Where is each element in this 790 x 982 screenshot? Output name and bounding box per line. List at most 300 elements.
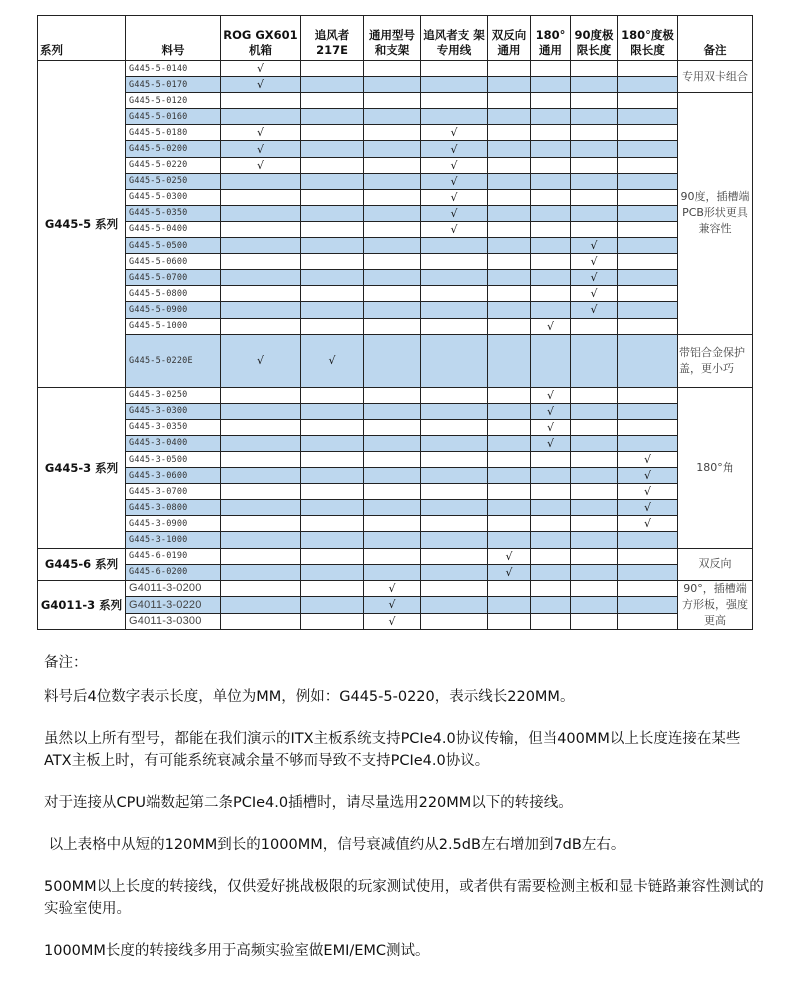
empty-cell bbox=[571, 580, 618, 597]
empty-cell bbox=[618, 318, 678, 334]
empty-cell bbox=[531, 109, 571, 125]
part-number: G445-5-0800 bbox=[126, 286, 221, 302]
empty-cell bbox=[421, 419, 488, 435]
check-mark: √ bbox=[488, 548, 531, 564]
table-row bbox=[38, 580, 753, 597]
note-paragraph: 对于连接从CPU端数起第二条PCIe4.0插槽时，请尽量选用220MM以下的转接线。 bbox=[44, 795, 573, 811]
empty-cell bbox=[221, 484, 301, 500]
empty-cell bbox=[421, 468, 488, 484]
empty-cell bbox=[301, 548, 364, 564]
empty-cell bbox=[364, 500, 421, 516]
table-row bbox=[38, 403, 753, 419]
empty-cell bbox=[531, 270, 571, 286]
empty-cell bbox=[364, 548, 421, 564]
empty-cell bbox=[488, 221, 531, 237]
empty-cell bbox=[571, 564, 618, 580]
empty-cell bbox=[618, 270, 678, 286]
column-header: 追风者 217E bbox=[301, 16, 364, 61]
empty-cell bbox=[301, 238, 364, 254]
part-number: G445-3-0250 bbox=[126, 387, 221, 403]
table-row bbox=[38, 451, 753, 467]
table-row bbox=[38, 254, 753, 270]
column-header: 90度极 限长度 bbox=[571, 16, 618, 61]
check-mark: √ bbox=[531, 403, 571, 419]
empty-cell bbox=[531, 597, 571, 614]
empty-cell bbox=[618, 403, 678, 419]
empty-cell bbox=[421, 270, 488, 286]
part-number: G445-3-0350 bbox=[126, 419, 221, 435]
empty-cell bbox=[421, 500, 488, 516]
notes-section bbox=[44, 652, 764, 982]
empty-cell bbox=[531, 484, 571, 500]
remark-cell: 90°，插槽端方形板，强度更高 bbox=[678, 580, 753, 630]
empty-cell bbox=[571, 435, 618, 451]
empty-cell bbox=[488, 318, 531, 334]
empty-cell bbox=[221, 205, 301, 221]
table-row bbox=[38, 500, 753, 516]
empty-cell bbox=[531, 93, 571, 109]
empty-cell bbox=[488, 189, 531, 205]
check-mark: √ bbox=[531, 419, 571, 435]
empty-cell bbox=[488, 109, 531, 125]
empty-cell bbox=[221, 564, 301, 580]
empty-cell bbox=[364, 419, 421, 435]
check-mark: √ bbox=[571, 286, 618, 302]
empty-cell bbox=[421, 597, 488, 614]
series-cell: G445-6 系列 bbox=[38, 548, 126, 580]
empty-cell bbox=[531, 613, 571, 630]
empty-cell bbox=[221, 387, 301, 403]
empty-cell bbox=[488, 516, 531, 532]
empty-cell bbox=[364, 516, 421, 532]
note-paragraph: 料号后4位数字表示长度，单位为MM，例如：G445-5-0220，表示线长220MM。 bbox=[44, 689, 575, 705]
column-header: 料号 bbox=[126, 16, 221, 61]
empty-cell bbox=[301, 613, 364, 630]
empty-cell bbox=[421, 564, 488, 580]
part-number: G445-5-0900 bbox=[126, 302, 221, 318]
empty-cell bbox=[421, 516, 488, 532]
part-number: G445-3-0800 bbox=[126, 500, 221, 516]
check-mark: √ bbox=[421, 221, 488, 237]
empty-cell bbox=[221, 613, 301, 630]
empty-cell bbox=[618, 173, 678, 189]
empty-cell bbox=[364, 254, 421, 270]
empty-cell bbox=[571, 77, 618, 93]
empty-cell bbox=[221, 302, 301, 318]
empty-cell bbox=[421, 334, 488, 387]
empty-cell bbox=[488, 141, 531, 157]
check-mark: √ bbox=[571, 254, 618, 270]
part-number: G4011-3-0300 bbox=[126, 613, 221, 630]
table-row bbox=[38, 238, 753, 254]
empty-cell bbox=[421, 238, 488, 254]
empty-cell bbox=[301, 564, 364, 580]
empty-cell bbox=[488, 334, 531, 387]
empty-cell bbox=[421, 451, 488, 467]
check-mark: √ bbox=[421, 157, 488, 173]
empty-cell bbox=[488, 173, 531, 189]
remark-cell: 带铝合金保护盖，更小巧 bbox=[678, 334, 753, 387]
empty-cell bbox=[364, 564, 421, 580]
empty-cell bbox=[571, 189, 618, 205]
empty-cell bbox=[618, 286, 678, 302]
empty-cell bbox=[221, 403, 301, 419]
part-number: G445-3-0500 bbox=[126, 451, 221, 467]
check-mark: √ bbox=[364, 580, 421, 597]
check-mark: √ bbox=[618, 451, 678, 467]
part-number: G445-5-0160 bbox=[126, 109, 221, 125]
check-mark: √ bbox=[571, 238, 618, 254]
check-mark: √ bbox=[618, 484, 678, 500]
empty-cell bbox=[421, 109, 488, 125]
empty-cell bbox=[364, 302, 421, 318]
empty-cell bbox=[571, 500, 618, 516]
empty-cell bbox=[301, 221, 364, 237]
empty-cell bbox=[364, 484, 421, 500]
check-mark: √ bbox=[221, 141, 301, 157]
empty-cell bbox=[488, 205, 531, 221]
empty-cell bbox=[531, 451, 571, 467]
empty-cell bbox=[488, 435, 531, 451]
table-row bbox=[38, 141, 753, 157]
empty-cell bbox=[531, 564, 571, 580]
empty-cell bbox=[301, 205, 364, 221]
empty-cell bbox=[301, 157, 364, 173]
empty-cell bbox=[301, 286, 364, 302]
check-mark: √ bbox=[221, 157, 301, 173]
empty-cell bbox=[364, 334, 421, 387]
empty-cell bbox=[488, 532, 531, 548]
table-row bbox=[38, 564, 753, 580]
note-paragraph: 1000MM长度的转接线多用于高频实验室做EMI/EMC测试。 bbox=[44, 943, 430, 959]
empty-cell bbox=[488, 238, 531, 254]
empty-cell bbox=[488, 468, 531, 484]
empty-cell bbox=[221, 500, 301, 516]
table-row bbox=[38, 532, 753, 548]
part-number: G445-5-0120 bbox=[126, 93, 221, 109]
part-number: G445-5-0200 bbox=[126, 141, 221, 157]
empty-cell bbox=[571, 468, 618, 484]
table-row bbox=[38, 516, 753, 532]
check-mark: √ bbox=[221, 77, 301, 93]
part-number: G445-5-0220E bbox=[126, 334, 221, 387]
part-number: G445-5-0600 bbox=[126, 254, 221, 270]
part-number: G4011-3-0220 bbox=[126, 597, 221, 614]
table-row bbox=[38, 189, 753, 205]
empty-cell bbox=[488, 500, 531, 516]
empty-cell bbox=[618, 93, 678, 109]
empty-cell bbox=[421, 548, 488, 564]
empty-cell bbox=[421, 403, 488, 419]
empty-cell bbox=[618, 141, 678, 157]
check-mark: √ bbox=[531, 435, 571, 451]
table-row bbox=[38, 387, 753, 403]
empty-cell bbox=[571, 419, 618, 435]
empty-cell bbox=[364, 468, 421, 484]
empty-cell bbox=[421, 318, 488, 334]
empty-cell bbox=[301, 419, 364, 435]
empty-cell bbox=[618, 564, 678, 580]
empty-cell bbox=[618, 597, 678, 614]
empty-cell bbox=[571, 205, 618, 221]
empty-cell bbox=[618, 125, 678, 141]
empty-cell bbox=[421, 532, 488, 548]
empty-cell bbox=[618, 419, 678, 435]
empty-cell bbox=[571, 318, 618, 334]
empty-cell bbox=[301, 93, 364, 109]
empty-cell bbox=[571, 157, 618, 173]
empty-cell bbox=[221, 597, 301, 614]
empty-cell bbox=[531, 221, 571, 237]
empty-cell bbox=[364, 221, 421, 237]
part-number: G4011-3-0200 bbox=[126, 580, 221, 597]
empty-cell bbox=[221, 93, 301, 109]
check-mark: √ bbox=[221, 125, 301, 141]
empty-cell bbox=[618, 532, 678, 548]
remark-cell: 90度，插槽端PCB形状更具兼容性 bbox=[678, 93, 753, 334]
empty-cell bbox=[364, 109, 421, 125]
part-number: G445-3-0700 bbox=[126, 484, 221, 500]
table-row bbox=[38, 93, 753, 109]
part-number: G445-3-0400 bbox=[126, 435, 221, 451]
empty-cell bbox=[531, 548, 571, 564]
part-number: G445-5-0400 bbox=[126, 221, 221, 237]
empty-cell bbox=[301, 468, 364, 484]
check-mark: √ bbox=[364, 613, 421, 630]
empty-cell bbox=[221, 435, 301, 451]
empty-cell bbox=[618, 334, 678, 387]
empty-cell bbox=[618, 189, 678, 205]
empty-cell bbox=[364, 403, 421, 419]
empty-cell bbox=[301, 141, 364, 157]
empty-cell bbox=[618, 61, 678, 77]
check-mark: √ bbox=[618, 516, 678, 532]
part-number: G445-5-0350 bbox=[126, 205, 221, 221]
empty-cell bbox=[421, 302, 488, 318]
empty-cell bbox=[618, 435, 678, 451]
empty-cell bbox=[531, 238, 571, 254]
note-paragraph: 以上表格中从短的120MM到长的1000MM，信号衰减值约从2.5dB左右增加到7dB左右。 bbox=[44, 837, 626, 853]
empty-cell bbox=[364, 141, 421, 157]
empty-cell bbox=[221, 173, 301, 189]
empty-cell bbox=[221, 580, 301, 597]
empty-cell bbox=[618, 157, 678, 173]
empty-cell bbox=[531, 189, 571, 205]
check-mark: √ bbox=[421, 141, 488, 157]
empty-cell bbox=[571, 334, 618, 387]
empty-cell bbox=[531, 141, 571, 157]
column-header: 双反向 通用 bbox=[488, 16, 531, 61]
empty-cell bbox=[531, 254, 571, 270]
empty-cell bbox=[531, 468, 571, 484]
empty-cell bbox=[531, 532, 571, 548]
table-row bbox=[38, 125, 753, 141]
check-mark: √ bbox=[421, 173, 488, 189]
empty-cell bbox=[364, 318, 421, 334]
table-row bbox=[38, 157, 753, 173]
empty-cell bbox=[301, 61, 364, 77]
empty-cell bbox=[364, 435, 421, 451]
empty-cell bbox=[488, 93, 531, 109]
part-number: G445-5-1000 bbox=[126, 318, 221, 334]
empty-cell bbox=[301, 125, 364, 141]
check-mark: √ bbox=[221, 61, 301, 77]
empty-cell bbox=[364, 61, 421, 77]
part-number: G445-3-0600 bbox=[126, 468, 221, 484]
empty-cell bbox=[301, 451, 364, 467]
empty-cell bbox=[618, 221, 678, 237]
remark-cell: 专用双卡组合 bbox=[678, 61, 753, 93]
empty-cell bbox=[531, 205, 571, 221]
check-mark: √ bbox=[618, 468, 678, 484]
empty-cell bbox=[571, 597, 618, 614]
table-row bbox=[38, 613, 753, 630]
empty-cell bbox=[221, 238, 301, 254]
table-row bbox=[38, 173, 753, 189]
empty-cell bbox=[488, 270, 531, 286]
empty-cell bbox=[488, 77, 531, 93]
part-number: G445-5-0700 bbox=[126, 270, 221, 286]
empty-cell bbox=[488, 286, 531, 302]
empty-cell bbox=[301, 516, 364, 532]
empty-cell bbox=[421, 61, 488, 77]
series-cell: G4011-3 系列 bbox=[38, 580, 126, 630]
empty-cell bbox=[571, 548, 618, 564]
empty-cell bbox=[488, 613, 531, 630]
empty-cell bbox=[221, 109, 301, 125]
empty-cell bbox=[571, 109, 618, 125]
empty-cell bbox=[364, 238, 421, 254]
part-number: G445-3-0300 bbox=[126, 403, 221, 419]
part-number: G445-3-0900 bbox=[126, 516, 221, 532]
empty-cell bbox=[488, 451, 531, 467]
check-mark: √ bbox=[571, 302, 618, 318]
series-cell: G445-5 系列 bbox=[38, 61, 126, 388]
empty-cell bbox=[488, 419, 531, 435]
empty-cell bbox=[488, 580, 531, 597]
table-row bbox=[38, 484, 753, 500]
empty-cell bbox=[488, 302, 531, 318]
empty-cell bbox=[571, 141, 618, 157]
part-number: G445-6-0200 bbox=[126, 564, 221, 580]
part-number: G445-5-0220 bbox=[126, 157, 221, 173]
table-row bbox=[38, 205, 753, 221]
empty-cell bbox=[531, 286, 571, 302]
empty-cell bbox=[421, 613, 488, 630]
empty-cell bbox=[301, 270, 364, 286]
empty-cell bbox=[488, 157, 531, 173]
table-row bbox=[38, 334, 753, 387]
part-number: G445-3-1000 bbox=[126, 532, 221, 548]
check-mark: √ bbox=[571, 270, 618, 286]
empty-cell bbox=[221, 468, 301, 484]
empty-cell bbox=[364, 189, 421, 205]
empty-cell bbox=[488, 484, 531, 500]
empty-cell bbox=[364, 387, 421, 403]
empty-cell bbox=[531, 125, 571, 141]
table-row bbox=[38, 77, 753, 93]
empty-cell bbox=[571, 532, 618, 548]
remark-cell: 180°角 bbox=[678, 387, 753, 548]
empty-cell bbox=[421, 254, 488, 270]
column-header: 备注 bbox=[678, 16, 753, 61]
note-paragraph: 500MM以上长度的转接线，仅供爱好挑战极限的玩家测试使用，或者供有需要检测主板和显卡链路兼容性测试的实验室使用。 bbox=[44, 879, 764, 917]
empty-cell bbox=[301, 109, 364, 125]
part-number: G445-5-0250 bbox=[126, 173, 221, 189]
empty-cell bbox=[301, 597, 364, 614]
empty-cell bbox=[531, 77, 571, 93]
table-row bbox=[38, 221, 753, 237]
empty-cell bbox=[301, 580, 364, 597]
table-row bbox=[38, 318, 753, 334]
empty-cell bbox=[618, 109, 678, 125]
check-mark: √ bbox=[421, 125, 488, 141]
check-mark: √ bbox=[301, 334, 364, 387]
empty-cell bbox=[531, 302, 571, 318]
check-mark: √ bbox=[488, 564, 531, 580]
empty-cell bbox=[364, 532, 421, 548]
empty-cell bbox=[364, 205, 421, 221]
column-header: 追风者支 架专用线 bbox=[421, 16, 488, 61]
empty-cell bbox=[364, 173, 421, 189]
empty-cell bbox=[421, 580, 488, 597]
empty-cell bbox=[618, 613, 678, 630]
empty-cell bbox=[421, 77, 488, 93]
compatibility-table bbox=[37, 15, 753, 630]
column-header: ROG GX601 机箱 bbox=[221, 16, 301, 61]
empty-cell bbox=[301, 173, 364, 189]
empty-cell bbox=[531, 580, 571, 597]
empty-cell bbox=[301, 532, 364, 548]
table-row bbox=[38, 61, 753, 77]
empty-cell bbox=[421, 435, 488, 451]
part-number: G445-6-0190 bbox=[126, 548, 221, 564]
empty-cell bbox=[221, 270, 301, 286]
check-mark: √ bbox=[364, 597, 421, 614]
empty-cell bbox=[364, 77, 421, 93]
series-cell: G445-3 系列 bbox=[38, 387, 126, 548]
note-paragraph: 虽然以上所有型号，都能在我们演示的ITX主板系统支持PCIe4.0协议传输，但当400MM以上长度连接在某些ATX主板上时，有可能系统衰减余量不够而导致不支持PCIe4.0协议。 bbox=[44, 731, 741, 769]
empty-cell bbox=[618, 302, 678, 318]
empty-cell bbox=[364, 286, 421, 302]
column-header: 180° 通用 bbox=[531, 16, 571, 61]
empty-cell bbox=[221, 254, 301, 270]
empty-cell bbox=[531, 516, 571, 532]
check-mark: √ bbox=[421, 189, 488, 205]
table-header-row bbox=[38, 16, 753, 61]
empty-cell bbox=[421, 93, 488, 109]
empty-cell bbox=[571, 451, 618, 467]
empty-cell bbox=[221, 318, 301, 334]
part-number: G445-5-0140 bbox=[126, 61, 221, 77]
empty-cell bbox=[301, 500, 364, 516]
table-row bbox=[38, 419, 753, 435]
empty-cell bbox=[571, 403, 618, 419]
empty-cell bbox=[421, 387, 488, 403]
empty-cell bbox=[531, 61, 571, 77]
empty-cell bbox=[301, 403, 364, 419]
empty-cell bbox=[301, 302, 364, 318]
part-number: G445-5-0300 bbox=[126, 189, 221, 205]
empty-cell bbox=[301, 484, 364, 500]
check-mark: √ bbox=[421, 205, 488, 221]
column-header: 通用型号 和支架 bbox=[364, 16, 421, 61]
table-row bbox=[38, 109, 753, 125]
empty-cell bbox=[221, 189, 301, 205]
empty-cell bbox=[301, 387, 364, 403]
table-row bbox=[38, 548, 753, 564]
table-row bbox=[38, 468, 753, 484]
